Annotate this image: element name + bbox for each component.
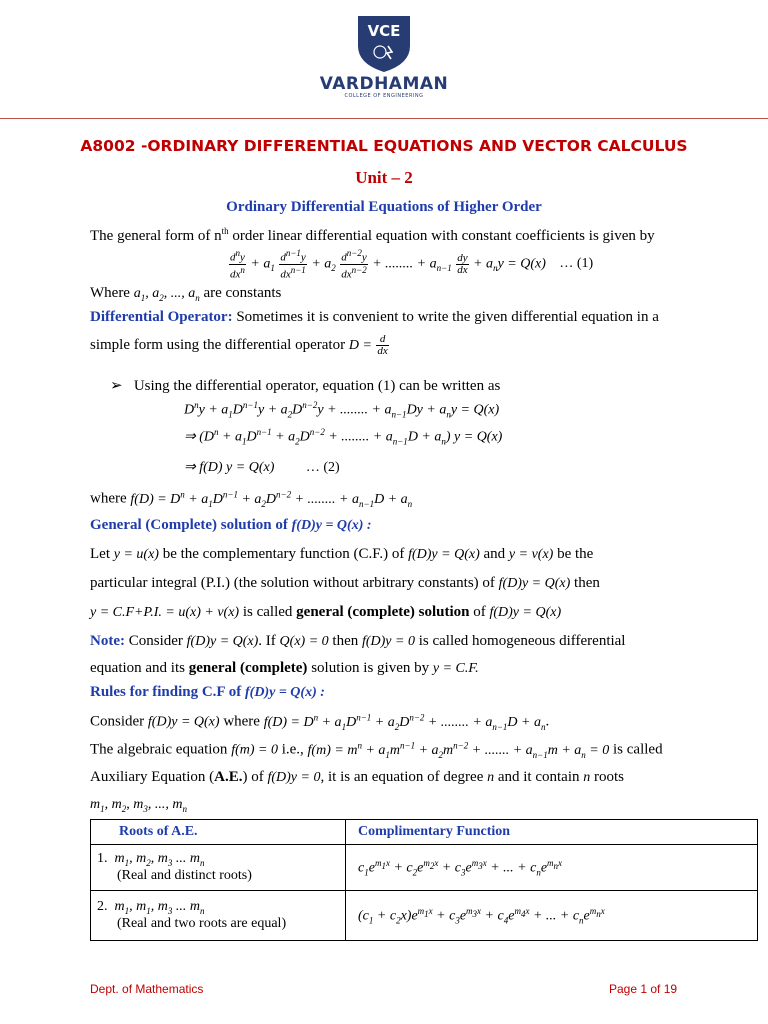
institution-subtitle: COLLEGE OF ENGINEERING [344, 93, 424, 99]
particular-integral-line: particular integral (P.I.) (the solution without arbitrary constants) of f(D)y = Q(x) then [90, 575, 600, 591]
col-cf-header: Complimentary Function [346, 820, 758, 845]
rules-heading: Rules for finding C.F of f(D)y = Q(x) : [90, 684, 325, 700]
operator-equation-line-3: ⇒ f(D) y = Q(x) … (2) [184, 460, 340, 475]
unit-title: Unit – 2 [355, 168, 413, 187]
algebraic-equation-line: The algebraic equation f(m) = 0 i.e., $f(m) = m^n + a_1m^{n-1} + a_2m^{n-2}$ + ....... + $a_{n-1}m + a_n = 0$ is called [90, 740, 663, 760]
general-solution-line: y = C.F+P.I. = u(x) + v(x) is called general (complete) solution of f(D)y = Q(x) [90, 604, 562, 620]
differential-operator-paragraph: Differential Operator: Sometimes it is convenient to write the given differential equation in a [90, 309, 659, 325]
cf-cell: $c_1e^{m_1x} + c_2e^{m_2x} + c_3e^{m_3x}$ + ... + $c_ne^{m_nx}$ [346, 845, 758, 891]
auxiliary-equation-line: Auxiliary Equation (A.E.) of f(D)y = 0, it is an equation of degree n and it contain n roots [90, 769, 625, 785]
roots-table [90, 819, 758, 941]
logo-text: VCE [367, 22, 401, 40]
note-continuation: equation and its general (complete) solution is given by y = C.F. [90, 660, 479, 676]
intro-paragraph: The general form of $n^{th}$ order linear differential equation with constant coefficients is given by [90, 226, 655, 244]
equation-1-tag: … (1) [559, 256, 594, 272]
roots-cell: 1. $m_1$, $m_2$, $m_3$ ... $m_n$ (Real and distinct roots) [91, 845, 346, 891]
note-line: Note: Consider f(D)y = Q(x). If Q(x) = 0 then f(D)y = 0 is called homogeneous differential [90, 633, 626, 649]
roots-cell: 2. $m_1$, $m_1$, $m_3$ ... $m_n$ (Real and two roots are equal) [91, 891, 346, 941]
section-title: Ordinary Differential Equations of Higher Order [226, 199, 542, 215]
general-solution-heading: General (Complete) solution of f(D)y = Q(x) : [90, 517, 372, 533]
vce-shield-icon [354, 12, 414, 74]
table-row [91, 845, 758, 891]
operator-equation-line-2: ⇒ ($D^n + a_1D^{n-1} + a_2D^{n-2}$ + ........ + $a_{n-1}D + a_n$) y = Q(x) [184, 427, 503, 447]
table-row [91, 891, 758, 941]
roots-list: $m_1$, $m_2$, $m_3$, ..., $m_n$ [90, 797, 187, 814]
bullet-item: ➢ Using the differential operator, equation (1) can be written as [110, 378, 501, 394]
differential-operator-definition: simple form using the differential operator D = $\frac{d}{dx}$ [90, 333, 388, 357]
institution-name: VARDHAMAN [319, 74, 449, 94]
equation-2-tag: … (2) [305, 460, 340, 475]
consider-line: Consider f(D)y = Q(x) where $f(D) = D^n + a_1D^{n-1} + a_2D^{n-2}$ + ........ + $a_{n-1}D + a_n$. [90, 712, 550, 732]
footer-department: Dept. of Mathematics [90, 982, 204, 996]
fd-definition: where $f(D) = D^n + a_1D^{n-1} + a_2D^{n-2}$ + ........ + $a_{n-1}D + a_n$ [90, 489, 413, 509]
arrow-bullet-icon: ➢ [110, 378, 123, 394]
col-roots-header: Roots of A.E. [91, 820, 346, 845]
course-title: A8002 -ORDINARY DIFFERENTIAL EQUATIONS AND VECTOR CALCULUS [80, 137, 688, 155]
equation-1: $\frac{d^ny}{dx^n}$ + $a_1$ $\frac{d^{n-1}y}{dx^{n-1}}$ + $a_2$ $\frac{d^{n-2}y}{dx^{n-2}}$ + ........ + $a_{n-1}$ $\frac{dy}{dx}$ + $a_ny = Q(x)$ … (1) [230, 248, 594, 281]
header-divider [0, 118, 768, 119]
let-line: Let y = u(x) be the complementary function (C.F.) of f(D)y = Q(x) and y = v(x) be the [90, 546, 594, 562]
operator-equation-line-1: $D^ny + a_1D^{n-1}y + a_2D^{n-2}y$ + ........ + $a_{n-1}Dy + a_ny = Q(x)$ [184, 400, 500, 420]
where-constants: Where $a_1$, $a_2$, ..., $a_n$ are constants [90, 285, 282, 303]
table-header-row [91, 820, 758, 845]
cf-cell: $(c_1 + c_2x)e^{m_1x} + c_3e^{m_3x} + c_4e^{m_4x}$ + ... + $c_ne^{m_nx}$ [346, 891, 758, 941]
college-logo [0, 12, 768, 99]
footer-page-number: Page 1 of 19 [609, 982, 678, 996]
